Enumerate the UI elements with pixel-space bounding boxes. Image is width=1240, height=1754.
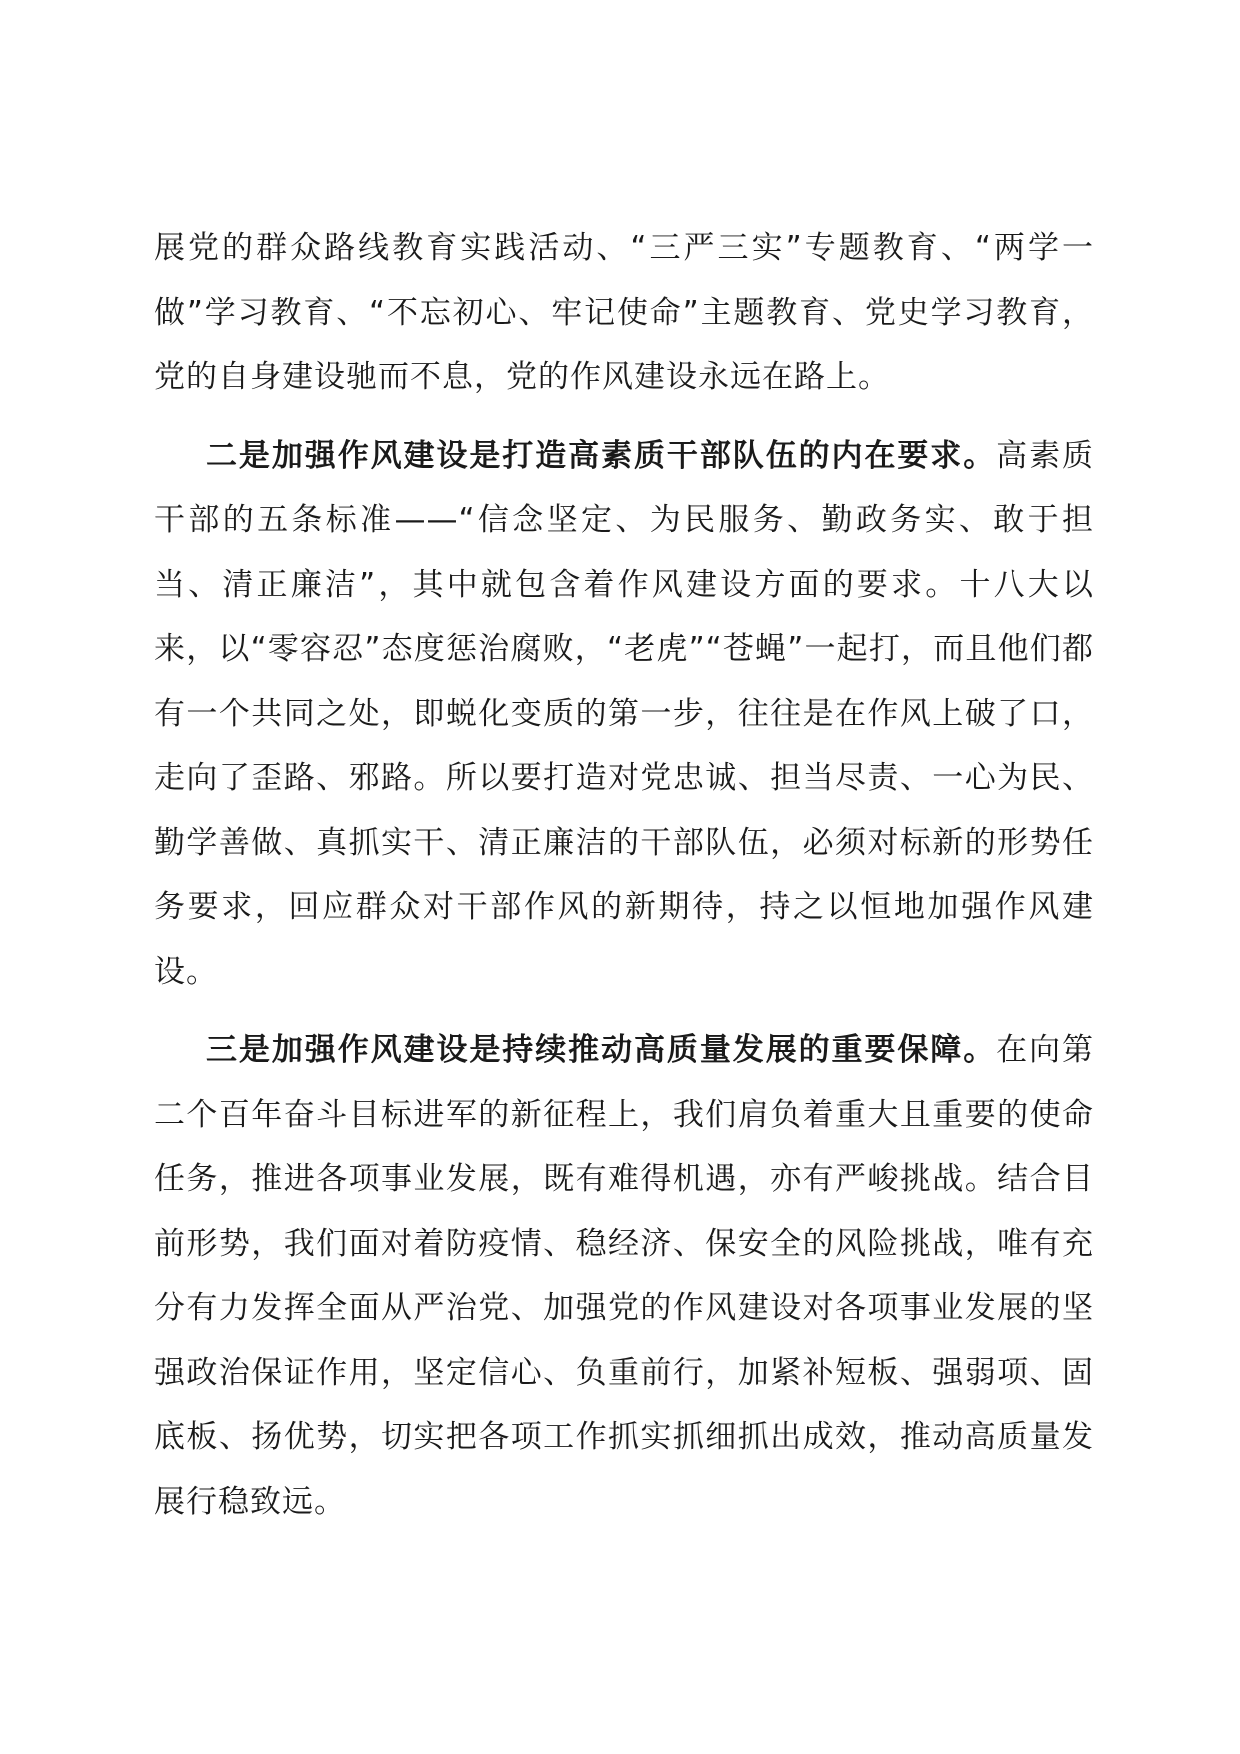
paragraph-3 [154,1018,1094,1534]
document-page [154,216,1094,1548]
paragraph-3-text: 在向第二个百年奋斗目标进军的新征程上，我们肩负着重大且重要的使命任务，推进各项事业发展，既有难得机遇，亦有严峻挑战。结合目前形势，我们面对着防疫情、稳经济、保安全的风险挑战，唯有充分有力发挥全面从严治党、加强党的作风建设对各项事业发展的坚强政治保证作用，坚定信心、负重前行，加紧补短板、强弱项、固底板、扬优势，切实把各项工作抓实抓细抓出成效，推动高质量发展行稳致远。 [154,1032,1095,1520]
paragraph-1 [154,216,1094,410]
paragraph-3-heading: 三是加强作风建设是持续推动高质量发展的重要保障。 [206,1032,997,1068]
paragraph-2 [154,424,1094,1005]
paragraph-2-heading: 二是加强作风建设是打造高素质干部队伍的内在要求。 [206,437,997,474]
paragraph-2-text: 高素质干部的五条标准——“信念坚定、为民服务、勤政务实、敢于担当、清正廉洁”，其中就包含着作风建设方面的要求。十八大以来，以“零容忍”态度惩治腐败，“老虎”“苍蝇”一起打，而且他们都有一个共同之处，即蜕化变质的第一步，往往是在作风上破了口，走向了歪路、邪路。所以要打造对党忠诚、担当尽责、一心为民、勤学善做、真抓实干、清正廉洁的干部队伍，必须对标新的形势任务要求，回应群众对干部作风的新期待，持之以恒地加强作风建设。 [154,437,1095,990]
paragraph-1-text: 展党的群众路线教育实践活动、“三严三实”专题教育、“两学一做”学习教育、“不忘初心、牢记使命”主题教育、党史学习教育，党的自身建设驰而不息，党的作风建设永远在路上。 [154,230,1094,395]
